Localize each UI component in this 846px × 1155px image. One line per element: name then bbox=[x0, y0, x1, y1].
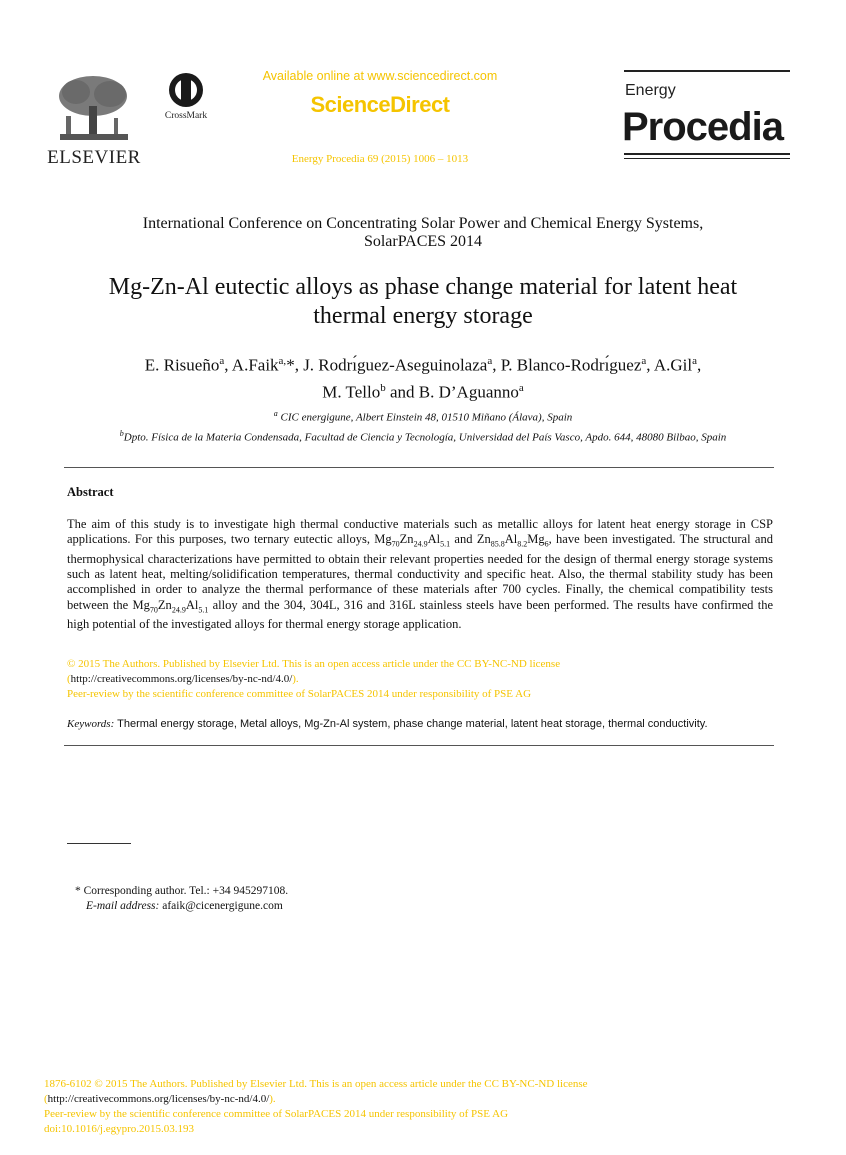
author-separator: , bbox=[646, 355, 654, 375]
license-notice bbox=[67, 657, 773, 702]
author-affil-mark: a bbox=[641, 355, 647, 367]
author-name: J. Rodrı́guez-Aseguinolaza bbox=[303, 355, 488, 375]
element-symbol: Zn bbox=[399, 532, 414, 547]
abstract-bottom-rule bbox=[64, 745, 774, 746]
affiliation-text: CIC energigune, Albert Einstein 48, 01510 Miñano (Álava), Spain bbox=[277, 411, 573, 424]
journal-logo-rule bbox=[624, 153, 790, 155]
footer-paren: ( bbox=[44, 1093, 48, 1105]
footer-license-link[interactable]: http://creativecommons.org/licenses/by-nc-nd/4.0/ bbox=[47, 1093, 270, 1105]
footnote-rule bbox=[67, 843, 131, 844]
author-name: P. Blanco-Rodrı́guez bbox=[500, 355, 642, 375]
element-symbol: Al bbox=[427, 532, 441, 547]
conference-name bbox=[60, 215, 786, 251]
affiliation bbox=[40, 406, 806, 426]
abstract-text: , have been investigated. The structural and thermophysical characterizations have permitted to obtain their relevant properties needed for the design of thermal energy storage systems such as latent heat, melting/solidification temperatures, thermal conductivity and specific heat. Also, the thermal stability study has been accomplished in order to analyze the thermal performance of these materials after 700 cycles. Finally, the chemical compatibility tests between the bbox=[67, 532, 773, 612]
element-symbol: Zn bbox=[476, 532, 491, 547]
element-symbol: Mg bbox=[527, 532, 545, 547]
element-symbol: Zn bbox=[157, 597, 172, 612]
sciencedirect-logo[interactable]: ScienceDirect bbox=[310, 92, 450, 117]
abstract-top-rule bbox=[64, 467, 774, 468]
element-subscript: 5.1 bbox=[198, 605, 209, 615]
conference-line: International Conference on Concentrating Solar Power and Chemical Energy Systems, bbox=[142, 215, 704, 232]
page-footer bbox=[44, 1077, 784, 1137]
email-address[interactable]: afaik@cicenergigune.com bbox=[159, 900, 283, 912]
doi[interactable]: doi:10.1016/j.egypro.2015.03.193 bbox=[44, 1123, 195, 1135]
author-separator: , bbox=[294, 355, 304, 375]
journal-logo-procedia: Procedia bbox=[622, 105, 783, 149]
author-name: A.Gil bbox=[653, 355, 693, 375]
element-symbol: Mg bbox=[374, 532, 392, 547]
alloy-formula bbox=[132, 597, 209, 615]
affiliation-text: Dpto. Física de la Materia Condensada, Facultad de Ciencia y Tecnología, Universidad del País Vasco, Apdo. 644, 48080 Bilbao, Spain bbox=[123, 431, 727, 444]
affiliation-mark: b bbox=[119, 428, 124, 438]
keywords bbox=[67, 717, 773, 731]
element-symbol: Mg bbox=[132, 597, 150, 612]
element-subscript: 5.1 bbox=[440, 539, 451, 549]
affiliation-mark: a bbox=[273, 409, 278, 418]
abstract-text: The aim of this study is to investigate high thermal conductive materials such as metallic alloys for latent heat energy storage in CSP applications. For this purposes, two ternary eutectic alloys, bbox=[67, 517, 773, 547]
author-affil-mark: a bbox=[487, 355, 493, 367]
title-line: Mg-Zn-Al eutectic alloys as phase change material for latent heat bbox=[108, 274, 738, 300]
author-name: A.Faik bbox=[231, 355, 279, 375]
license-line bbox=[67, 672, 773, 687]
title-line: thermal energy storage bbox=[313, 303, 533, 329]
license-paren: ( bbox=[67, 673, 71, 685]
element-subscript: 24.9 bbox=[171, 605, 186, 615]
author-separator: , bbox=[697, 355, 702, 375]
email-label: E-mail address: bbox=[86, 900, 160, 912]
crossmark-icon[interactable] bbox=[168, 72, 204, 110]
abstract-text: and bbox=[450, 532, 477, 547]
license-line: © 2015 The Authors. Published by Elsevier Ltd. This is an open access article under the CC BY-NC-ND license bbox=[67, 658, 561, 670]
footer-line: 1876-6102 © 2015 The Authors. Published by Elsevier Ltd. This is an open access article under the CC BY-NC-ND license bbox=[44, 1078, 588, 1090]
element-symbol: Al bbox=[504, 532, 518, 547]
author-affil-mark: a bbox=[219, 355, 225, 367]
corresponding-author-note: * Corresponding author. Tel.: +34 945297108. bbox=[75, 885, 289, 897]
author-separator: and bbox=[385, 382, 419, 402]
element-subscript: 70 bbox=[149, 605, 158, 615]
footer-paren: ). bbox=[269, 1093, 276, 1105]
journal-reference: Energy Procedia 69 (2015) 1006 – 1013 bbox=[291, 153, 469, 165]
element-subscript: 24.9 bbox=[413, 539, 428, 549]
abstract-text: alloy and the 304, 304L, 316 and 316L stainless steels have been performed. The results have confirmed the high potential of the investigated alloys for thermal energy storage application. bbox=[67, 597, 773, 632]
publisher-name: ELSEVIER bbox=[47, 147, 141, 168]
journal-logo-energy: Energy bbox=[625, 82, 676, 99]
author-name: B. D’Aguanno bbox=[418, 382, 519, 402]
author-affil-mark: a, bbox=[278, 355, 287, 367]
element-subscript: 8.2 bbox=[517, 539, 528, 549]
author-list bbox=[60, 350, 786, 403]
journal-logo-rule bbox=[624, 158, 790, 159]
crossmark-label: CrossMark bbox=[164, 111, 208, 121]
journal-logo-rule bbox=[624, 70, 790, 72]
author-separator: , bbox=[224, 355, 232, 375]
footer-line bbox=[44, 1092, 784, 1107]
alloy-formula bbox=[476, 532, 549, 549]
footer-line: Peer-review by the scientific conference committee of SolarPACES 2014 under responsibility of PSE AG bbox=[44, 1108, 509, 1120]
element-symbol: Al bbox=[185, 597, 199, 612]
element-subscript: 70 bbox=[391, 539, 400, 549]
element-subscript: 85.8 bbox=[490, 539, 505, 549]
author-affil-mark: b bbox=[380, 381, 386, 394]
license-link[interactable]: http://creativecommons.org/licenses/by-nc-nd/4.0/ bbox=[70, 673, 293, 685]
author-name: M. Tello bbox=[322, 382, 381, 402]
keywords-label: Keywords: bbox=[67, 718, 115, 730]
available-online-link[interactable]: Available online at www.sciencedirect.com bbox=[262, 69, 498, 83]
element-subscript: 6 bbox=[544, 539, 549, 549]
affiliations bbox=[40, 406, 806, 445]
abstract-body bbox=[67, 517, 773, 632]
keywords-text: Thermal energy storage, Metal alloys, Mg-Zn-Al system, phase change material, latent heat storage, thermal conductivity. bbox=[114, 718, 708, 730]
paper-title bbox=[60, 273, 786, 331]
conference-line: SolarPACES 2014 bbox=[363, 233, 483, 250]
license-line: Peer-review by the scientific conference committee of SolarPACES 2014 under responsibility of PSE AG bbox=[67, 688, 532, 700]
author-line bbox=[60, 350, 786, 377]
author-name: E. Risueño bbox=[144, 355, 220, 375]
author-separator: , bbox=[492, 355, 501, 375]
email-note bbox=[86, 899, 283, 914]
alloy-formula bbox=[374, 532, 451, 549]
author-affil-mark: a bbox=[692, 355, 697, 367]
elsevier-tree-logo bbox=[52, 72, 134, 146]
corresponding-mark: * bbox=[286, 355, 295, 375]
affiliation bbox=[40, 426, 806, 446]
license-paren: ). bbox=[292, 673, 299, 685]
author-affil-mark: a bbox=[518, 381, 524, 394]
abstract-heading: Abstract bbox=[67, 485, 114, 499]
author-line bbox=[60, 377, 786, 404]
